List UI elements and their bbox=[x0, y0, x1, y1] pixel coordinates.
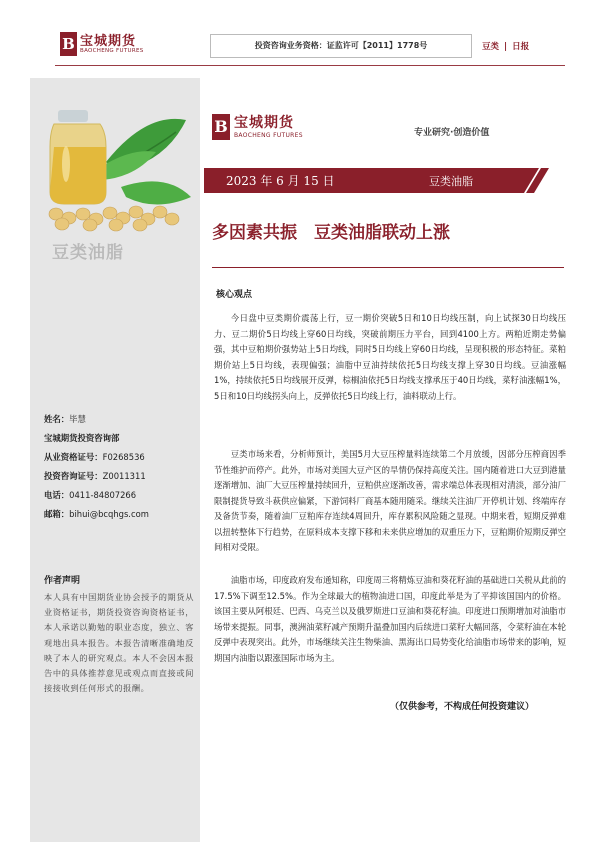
logo-text-en: BAOCHENG FUTURES bbox=[80, 48, 144, 54]
date-banner bbox=[204, 168, 549, 193]
disclaimer: （仅供参考，不构成任何投资建议） bbox=[390, 702, 535, 712]
logo-text-en: BAOCHENG FUTURES bbox=[234, 132, 303, 139]
author-phone-row: 电话：0411-84807266 bbox=[44, 490, 137, 500]
author-consulting-row: 投资咨询证号：Z0011311 bbox=[44, 471, 146, 481]
author-info bbox=[44, 410, 194, 524]
banner-category: 豆类油脂 bbox=[429, 175, 473, 188]
sidebar-title: 豆类油脂 bbox=[52, 243, 124, 263]
declaration-title: 作者声明 bbox=[44, 576, 81, 586]
headline-divider bbox=[212, 267, 564, 268]
paragraph-soybean-market: 豆类市场来看，分析师预计，美国5月大豆压榨量料连续第二个月放缓，因部分压榨商因季节性维护而停产。此外，市场对美国大豆产区的旱情仍保持高度关注。国内随着进口大豆到港量逐渐增加、油厂大豆压榨量持续回升，豆粕供应逐渐改善，需求端总体表现相对清淡，部分油厂限制提货导致斗萩供应偏紧，下游饲料厂商基本随用随采。继续关注油厂开停机计划、终端库存及备货节奏，随着油厂豆粕库存连续4周回升，库存累积风险随之显现。中期来看，短期反弹难以扭转整体下行趋势，在原料成本支撑下移和未来供应增加的双重压力下，豆粕期价短期反弹空间相对受限。 bbox=[214, 449, 566, 552]
company-logo bbox=[60, 30, 160, 64]
paragraph-oil-market: 油脂市场，印度政府发布通知称，印度周三将精炼豆油和葵花籽油的基础进口关税从此前的17.5%下调至12.5%。作为全球最大的植物油进口国，印度此举是为了平抑该国国内的价格。该国主要从阿根廷、巴西、乌克兰以及俄罗斯进口豆油和葵花籽油。印度进口预期增加对油脂市场带来提振。同事，澳洲油菜籽减产预期升温叠加国内后续进口菜籽大幅回落，令菜籽油在本轮反弹中表现突出。此外，市场继续关注生物柴油、黑海出口局势变化给油脂市场带来的影响，短期国内油脂以跟涨国际市场为主。 bbox=[214, 575, 566, 663]
report-type-label: 日报 bbox=[512, 42, 530, 52]
license-info: 投资咨询业务资格：证监许可【2011】1778号 bbox=[210, 34, 472, 58]
author-department-row: 宝城期货投资咨询部 bbox=[44, 433, 120, 443]
author-name-row: 姓名：毕慧 bbox=[44, 414, 86, 424]
logo-text-cn: 宝城期货 bbox=[234, 115, 294, 131]
logo-mark: B bbox=[60, 32, 77, 56]
logo-mark: B bbox=[212, 114, 230, 140]
logo-text-cn: 宝城期货 bbox=[80, 34, 137, 49]
author-email-row: 邮箱：bihui@bcqhgs.com bbox=[44, 509, 149, 519]
slogan: 专业研究·创造价值 bbox=[414, 128, 490, 138]
author-qualification-row: 从业资格证号：F0268536 bbox=[44, 452, 145, 462]
main-logo bbox=[212, 112, 322, 148]
category-label: 豆类 bbox=[482, 42, 500, 52]
declaration-text: 本人具有中国期货业协会授予的期货从业资格证书，期货投资咨询资格证书，本人承诺以勤勉的职业态度，独立、客观地出具本报告。本报告清晰准确地反映了本人的研究观点。本人不会因本报告中的具体推荐意见或观点而直接或间接接收到任何形式的报酬。 bbox=[44, 592, 194, 694]
core-viewpoint-title: 核心观点 bbox=[216, 290, 253, 300]
paragraph-technical: 今日盘中豆类期价震荡上行，豆一期价突破5日和10日均线压制，向上试探30日均线压力、豆二期价5日均线上穿60日均线，突破前期压力平台，回到4100上方。两粕近期走势偏强，其中豆粕期价强势站上5日均线，同时5日均线上穿60日均线，呈现积极的形态特征。菜粕期价站上5日均线，表现偏强；油脂中豆油持续依托5日均线支撑上穿30日均线。豆油涨幅1%，持续依托5日均线展开反弹，棕榈油依托5日均线支撑承压于40日均线，菜籽油涨幅1%，5日和10日均线拐头向上，反弹依托5日均线上行，油料联动上行。 bbox=[214, 313, 566, 401]
report-category-header: 豆类 | 日报 bbox=[482, 42, 530, 52]
report-date: 2023 年 6 月 15 日 bbox=[226, 174, 335, 188]
soybean-oil-image bbox=[36, 92, 196, 232]
report-headline: 多因素共振 豆类油脂联动上涨 bbox=[212, 223, 450, 243]
header-divider bbox=[55, 65, 565, 66]
